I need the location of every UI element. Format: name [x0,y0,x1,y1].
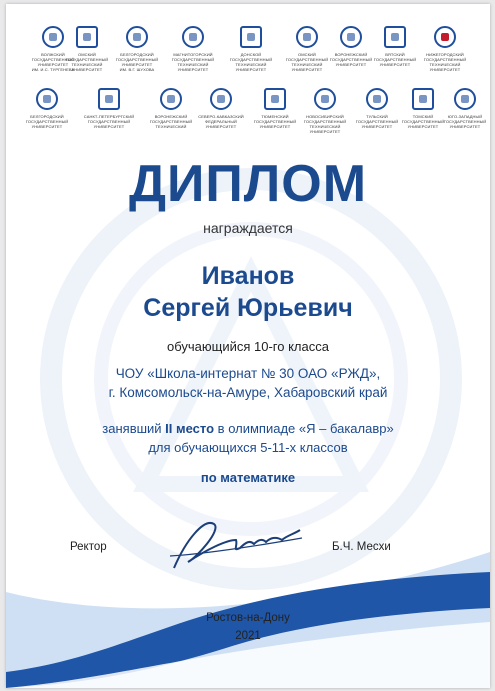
university-logo [194,88,248,136]
recipient-names: Сергей Юрьевич [143,294,353,322]
u-emblem-icon [264,88,286,110]
logo-caption: НИЖЕГОРОДСКИЙ ГОСУДАРСТВЕННЫЙ ТЕХНИЧЕСКИЙ УНИВЕРСИТЕТ [423,52,467,72]
diploma-title: ДИПЛОМ [128,155,368,213]
rector-label: Ректор [70,541,107,553]
logo-caption: ЮГО-ЗАПАДНЫЙ ГОСУДАРСТВЕННЫЙ УНИВЕРСИТЕТ [443,114,487,129]
arch-crest-icon [160,88,182,110]
gold-seal-icon [340,26,362,48]
plane-emblem-icon [366,88,388,110]
city-text: Ростов-на-Дону [206,612,290,624]
logo-caption: СЕВЕРО-КАВКАЗСКИЙ ФЕДЕРАЛЬНЫЙ УНИВЕРСИТЕТ [198,114,244,129]
shield-crest-icon [384,26,406,48]
logo-caption: ВЯТСКИЙ ГОСУДАРСТВЕННЫЙ УНИВЕРСИТЕТ [373,52,417,67]
logos-row-bottom [6,88,490,136]
logo-caption: БЕЛГОРОДСКИЙ ГОСУДАРСТВЕННЫЙ УНИВЕРСИТЕТ [25,114,69,129]
university-logo [166,26,220,74]
diploma-page [6,4,490,688]
logo-caption: ВОЛЖСКИЙ ГОСУДАРСТВЕННЫЙ УНИВЕРСИТЕТ ИМ. И.С. ТУРГЕНЕВА [31,52,75,72]
university-logo [368,26,422,74]
university-logo [298,88,352,136]
magu-logo-icon [182,26,204,48]
logo-caption: ТУЛЬСКИЙ ГОСУДАРСТВЕННЫЙ УНИВЕРСИТЕТ [355,114,399,129]
rector-signature [166,510,306,575]
bus-emblem-icon [76,26,98,48]
place-prefix: занявший [102,421,166,436]
rector-name: Б.Ч. Месхи [332,541,391,553]
logos-row-top [6,26,490,74]
university-logo [20,88,74,136]
year-text: 2021 [235,630,261,642]
school-line-1: ЧОУ «Школа-интернат № 30 ОАО «РЖД», [115,366,381,381]
university-logo [248,88,302,136]
awarded-text: награждается [203,220,293,236]
blue-emblem-icon [36,88,58,110]
university-logo [224,26,278,74]
university-logo [418,26,472,74]
grade-text: обучающийся 10-го класса [167,339,329,354]
ngtu-logo-icon [434,26,456,48]
logo-caption: НОВОСИБИРСКИЙ ГОСУДАРСТВЕННЫЙ ТЕХНИЧЕСКИЙ УНИВЕРСИТЕТ [303,114,347,134]
university-logo [110,26,164,74]
logo-caption: ОМСКИЙ ГОСУДАРСТВЕННЫЙ ТЕХНИЧЕСКИЙ УНИВЕРСИТЕТ [285,52,329,72]
subject-text: по математике [200,470,296,485]
logo-caption: МАГНИТОГОРСКИЙ ГОСУДАРСТВЕННЫЙ ТЕХНИЧЕСКИЙ УНИВЕРСИТЕТ [171,52,215,72]
dgtu-crest-icon [240,26,262,48]
university-logo [82,88,136,136]
bgtu-logo-icon [126,26,148,48]
globe-emblem-icon [454,88,476,110]
logo-caption: ТОМСКИЙ ГОСУДАРСТВЕННЫЙ УНИВЕРСИТЕТ [401,114,445,129]
olympiad-line: для обучающихся 5-11-х классов [148,440,348,455]
round-seal-icon [296,26,318,48]
place-suffix: в олимпиаде «Я – бакалавр» [214,421,394,436]
place-line [6,421,490,436]
logo-caption: ТЮМЕНСКИЙ ГОСУДАРСТВЕННЫЙ УНИВЕРСИТЕТ [253,114,297,129]
logo-caption: БЕЛГОРОДСКИЙ ГОСУДАРСТВЕННЫЙ УНИВЕРСИТЕТ ИМ. В.Г. ШУХОВА [115,52,159,72]
logo-caption: ДОНСКОЙ ГОСУДАРСТВЕННЫЙ ТЕХНИЧЕСКИЙ УНИВЕРСИТЕТ [229,52,273,72]
lion-crest-icon [412,88,434,110]
university-logo [438,88,490,136]
logo-caption: ОМСКИЙ ГОСУДАРСТВЕННЫЙ ТЕХНИЧЕСКИЙ УНИВЕРСИТЕТ [65,52,109,72]
ring-emblem-icon [210,88,232,110]
ngti-logo-icon [314,88,336,110]
university-logo [60,26,114,74]
building-icon [98,88,120,110]
university-logo [144,88,198,136]
recipient-surname: Иванов [201,262,295,290]
logo-caption: ВОРОНЕЖСКИЙ ГОСУДАРСТВЕННЫЙ ТЕХНИЧЕСКИЙ [149,114,193,129]
logo-caption: ВОРОНЕЖСКИЙ ГОСУДАРСТВЕННЫЙ УНИВЕРСИТЕТ [329,52,373,67]
place-value: II место [165,421,215,436]
logo-caption: САНКТ-ПЕТЕРБУРГСКИЙ ГОСУДАРСТВЕННЫЙ УНИВЕРСИТЕТ [83,114,135,129]
school-line-2: г. Комсомольск-на-Амуре, Хабаровский край [108,385,388,400]
